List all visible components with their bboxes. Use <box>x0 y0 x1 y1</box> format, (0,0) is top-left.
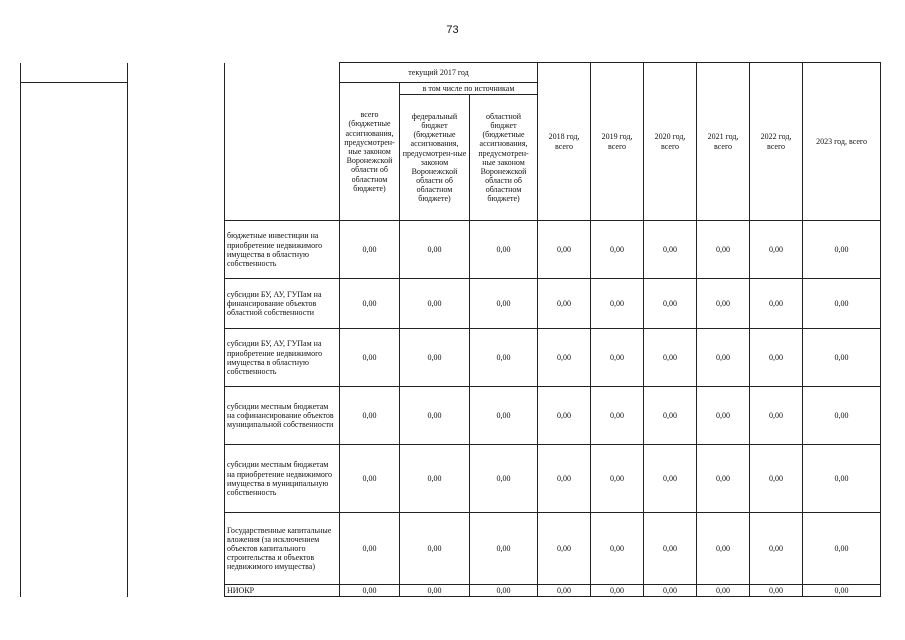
blank-cell <box>21 585 128 597</box>
row-label: субсидии местным бюджетам на приобретение недвижимого имущества в муниципальную собственность <box>225 445 340 513</box>
value-cell: 0,00 <box>591 279 644 329</box>
value-cell: 0,00 <box>340 279 400 329</box>
budget-table <box>20 62 881 597</box>
value-cell: 0,00 <box>470 585 538 597</box>
table-row <box>21 279 881 329</box>
value-cell: 0,00 <box>538 279 591 329</box>
header-row-current-year <box>21 63 881 83</box>
value-cell: 0,00 <box>697 329 750 387</box>
value-cell: 0,00 <box>644 445 697 513</box>
row-label: субсидии БУ, АУ, ГУПам на приобретение недвижимого имущества в областную собственность <box>225 329 340 387</box>
value-cell: 0,00 <box>538 329 591 387</box>
value-cell: 0,00 <box>697 221 750 279</box>
blank-cell <box>21 221 128 279</box>
blank-cell <box>128 445 225 513</box>
header-2023: 2023 год, всего <box>803 63 881 221</box>
value-cell: 0,00 <box>400 279 470 329</box>
header-2018: 2018 год, всего <box>538 63 591 221</box>
value-cell: 0,00 <box>340 445 400 513</box>
header-total: всего (бюджетные ассигнования, предусмотрен-ные законом Воронежской области об областном бюджете) <box>340 83 400 221</box>
blank-cell <box>21 83 128 221</box>
value-cell: 0,00 <box>538 221 591 279</box>
value-cell: 0,00 <box>750 221 803 279</box>
value-cell: 0,00 <box>340 585 400 597</box>
blank-cell <box>128 513 225 585</box>
value-cell: 0,00 <box>340 513 400 585</box>
value-cell: 0,00 <box>340 387 400 445</box>
value-cell: 0,00 <box>470 513 538 585</box>
value-cell: 0,00 <box>697 279 750 329</box>
value-cell: 0,00 <box>750 329 803 387</box>
blank-cell <box>128 585 225 597</box>
value-cell: 0,00 <box>470 329 538 387</box>
blank-cell <box>128 279 225 329</box>
value-cell: 0,00 <box>591 387 644 445</box>
value-cell: 0,00 <box>803 387 881 445</box>
value-cell: 0,00 <box>803 279 881 329</box>
row-label: субсидии местным бюджетам на софинансирование объектов муниципальной собственности <box>225 387 340 445</box>
table-row <box>21 513 881 585</box>
table-row <box>21 329 881 387</box>
value-cell: 0,00 <box>803 329 881 387</box>
page-number: 73 <box>446 24 459 36</box>
blank-cell <box>21 329 128 387</box>
value-cell: 0,00 <box>803 221 881 279</box>
value-cell: 0,00 <box>470 221 538 279</box>
header-regional: областной бюджет (бюджетные ассигнования, предусмотрен-ные законом Воронежской области об областном бюджете) <box>470 95 538 221</box>
blank-cell <box>128 387 225 445</box>
header-2021: 2021 год, всего <box>697 63 750 221</box>
value-cell: 0,00 <box>750 279 803 329</box>
value-cell: 0,00 <box>400 329 470 387</box>
value-cell: 0,00 <box>591 585 644 597</box>
blank-cell <box>21 445 128 513</box>
value-cell: 0,00 <box>644 585 697 597</box>
header-2020: 2020 год, всего <box>644 63 697 221</box>
blank-cell <box>225 63 340 83</box>
blank-cell <box>128 63 225 83</box>
value-cell: 0,00 <box>803 513 881 585</box>
blank-cell <box>128 221 225 279</box>
value-cell: 0,00 <box>644 329 697 387</box>
value-cell: 0,00 <box>470 445 538 513</box>
blank-cell <box>21 513 128 585</box>
blank-cell <box>128 83 225 221</box>
row-label: субсидии БУ, АУ, ГУПам на финансирование объектов областной собственности <box>225 279 340 329</box>
header-2019: 2019 год, всего <box>591 63 644 221</box>
value-cell: 0,00 <box>400 387 470 445</box>
value-cell: 0,00 <box>644 513 697 585</box>
value-cell: 0,00 <box>340 221 400 279</box>
value-cell: 0,00 <box>538 445 591 513</box>
value-cell: 0,00 <box>591 513 644 585</box>
value-cell: 0,00 <box>803 445 881 513</box>
value-cell: 0,00 <box>340 329 400 387</box>
value-cell: 0,00 <box>697 513 750 585</box>
header-federal: федеральный бюджет (бюджетные ассигнования, предусмотрен-ные законом Воронежской области об областном бюджете) <box>400 95 470 221</box>
value-cell: 0,00 <box>644 221 697 279</box>
table-row <box>21 585 881 597</box>
value-cell: 0,00 <box>538 585 591 597</box>
blank-cell <box>21 279 128 329</box>
value-cell: 0,00 <box>644 387 697 445</box>
value-cell: 0,00 <box>750 445 803 513</box>
value-cell: 0,00 <box>803 585 881 597</box>
value-cell: 0,00 <box>750 513 803 585</box>
value-cell: 0,00 <box>400 585 470 597</box>
row-label: Государственные капитальные вложения (за исключением объектов капитального строительства и объектов недвижимого имущества) <box>225 513 340 585</box>
value-cell: 0,00 <box>400 445 470 513</box>
blank-cell <box>21 63 128 83</box>
value-cell: 0,00 <box>538 387 591 445</box>
value-cell: 0,00 <box>697 585 750 597</box>
header-current-year: текущий 2017 год <box>340 63 538 83</box>
value-cell: 0,00 <box>400 221 470 279</box>
value-cell: 0,00 <box>400 513 470 585</box>
value-cell: 0,00 <box>644 279 697 329</box>
value-cell: 0,00 <box>750 585 803 597</box>
blank-cell <box>21 387 128 445</box>
table-row <box>21 221 881 279</box>
blank-cell <box>128 329 225 387</box>
table-row <box>21 387 881 445</box>
header-by-sources: в том числе по источникам <box>400 83 538 95</box>
value-cell: 0,00 <box>750 387 803 445</box>
row-label: бюджетные инвестиции на приобретение недвижимого имущества в областную собственность <box>225 221 340 279</box>
table-row <box>21 445 881 513</box>
value-cell: 0,00 <box>697 387 750 445</box>
header-2022: 2022 год, всего <box>750 63 803 221</box>
value-cell: 0,00 <box>591 221 644 279</box>
value-cell: 0,00 <box>697 445 750 513</box>
blank-cell <box>225 83 340 221</box>
value-cell: 0,00 <box>538 513 591 585</box>
value-cell: 0,00 <box>591 445 644 513</box>
value-cell: 0,00 <box>470 387 538 445</box>
value-cell: 0,00 <box>470 279 538 329</box>
row-label: НИОКР <box>225 585 340 597</box>
value-cell: 0,00 <box>591 329 644 387</box>
